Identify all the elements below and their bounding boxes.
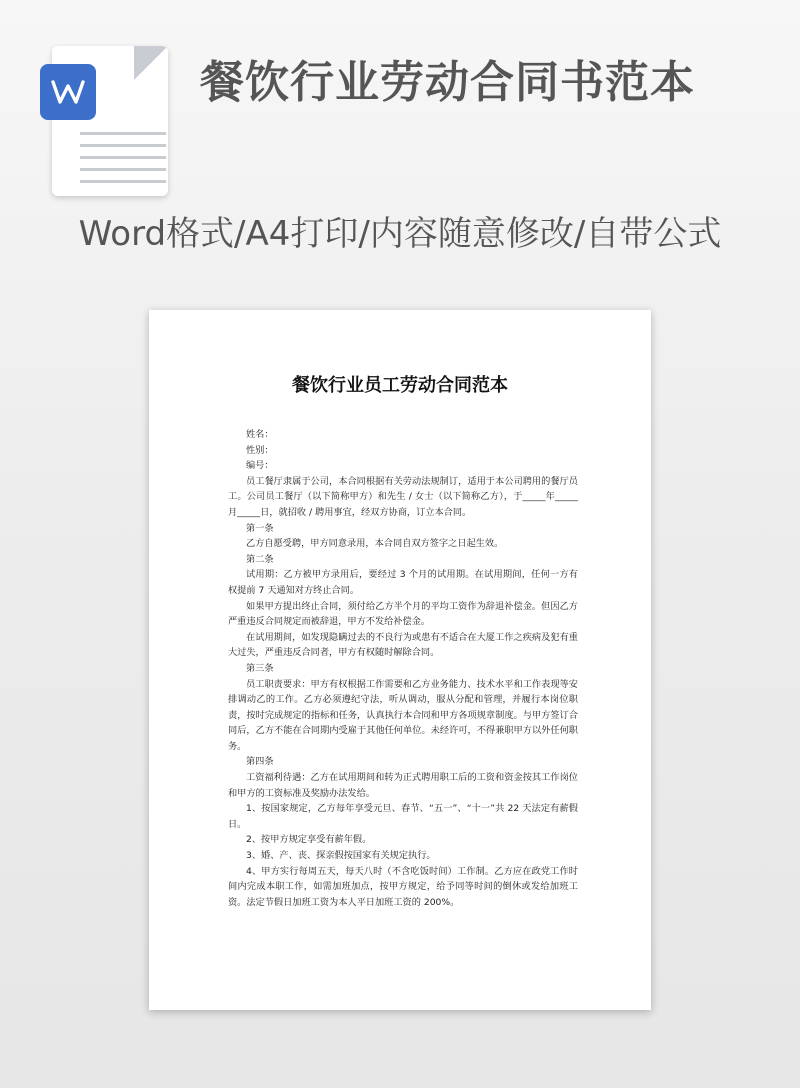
gender-field: 性别： (246, 444, 274, 456)
article-paragraph: 如果甲方提出终止合同，须付给乙方半个月的平均工资作为辞退补偿金。但因乙方严重违反合同规定而被辞退，甲方不发给补偿金。 (228, 600, 578, 628)
word-w-badge (40, 64, 96, 120)
document-title: 餐饮行业员工劳动合同范本 (292, 375, 508, 396)
page-title: 餐饮行业劳动合同书范本 (200, 57, 695, 108)
text-line-decoration (80, 156, 166, 159)
text-line-decoration (80, 168, 166, 171)
w-letter-icon (50, 78, 86, 106)
page-fold-corner (134, 46, 168, 80)
text-line-decoration (80, 144, 166, 147)
article-heading: 第四条 (246, 756, 274, 768)
article-heading: 第三条 (246, 662, 274, 674)
article-paragraph: 员工职责要求：甲方有权根据工作需要和乙方业务能力、技术水平和工作表现等安排调动乙的工作。乙方必须遵纪守法，听从调动，服从分配和管理，并履行本岗位职责，按时完成规定的指标和任务，认真执行本合同和甲方各项规章制度。与甲方签订合同后，乙方不能在合同期内受雇于其他任何单位。未经许可，不得兼职甲方以外任何职务。 (228, 678, 578, 752)
article-paragraph: 在试用期间，如发现隐瞒过去的不良行为或患有不适合在大厦工作之疾病及犯有重大过失，严重违反合同者，甲方有权随时解除合同。 (228, 631, 578, 659)
list-item: 1、按国家规定，乙方每年享受元旦、春节、“五一”、“十一”共 22 天法定有薪假日。 (228, 803, 578, 830)
list-item: 3、婚、产、丧、探亲假按国家有关规定执行。 (246, 850, 436, 862)
article-heading: 第二条 (246, 553, 274, 565)
article-paragraph: 乙方自愿受聘，甲方同意录用，本合同自双方签字之日起生效。 (246, 538, 504, 550)
number-field: 编号： (246, 460, 274, 472)
document-page (149, 310, 651, 1010)
list-item: 4、甲方实行每周五天，每天八时（不含吃饭时间）工作制。乙方应在政党工作时间内完成本职工作，如需加班加点，按甲方规定，给予同等时间的倒休或发给加班工资。法定节假日加班工资为本人平日加班工资的 200%。 (228, 865, 578, 908)
word-document-icon (40, 42, 172, 198)
document-body (228, 427, 578, 910)
article-heading: 第一条 (246, 522, 274, 534)
name-field: 姓名： (246, 429, 274, 440)
article-paragraph: 试用期：乙方被甲方录用后，要经过 3 个月的试用期。在试用期间，任何一方有权提前 7 天通知对方终止合同。 (228, 569, 578, 596)
preamble-paragraph: 员工餐厅隶属于公司，本合同根据有关劳动法规制订，适用于本公司聘用的餐厅员工。公司员工餐厅（以下简称甲方）和先生 / 女士（以下简称乙方），于_____年_____月_____日，就招收 / 聘用事宜，经双方协商，订立本合同。 (228, 475, 578, 518)
text-line-decoration (80, 132, 166, 135)
text-line-decoration (80, 180, 166, 183)
list-item: 2、按甲方规定享受有薪年假。 (246, 834, 372, 846)
format-subtitle: Word格式/A4打印/内容随意修改/自带公式 (78, 214, 722, 254)
article-paragraph: 工资福利待遇：乙方在试用期间和转为正式聘用职工后的工资和资金按其工作岗位和甲方的工资标准及奖励办法发给。 (228, 772, 578, 799)
